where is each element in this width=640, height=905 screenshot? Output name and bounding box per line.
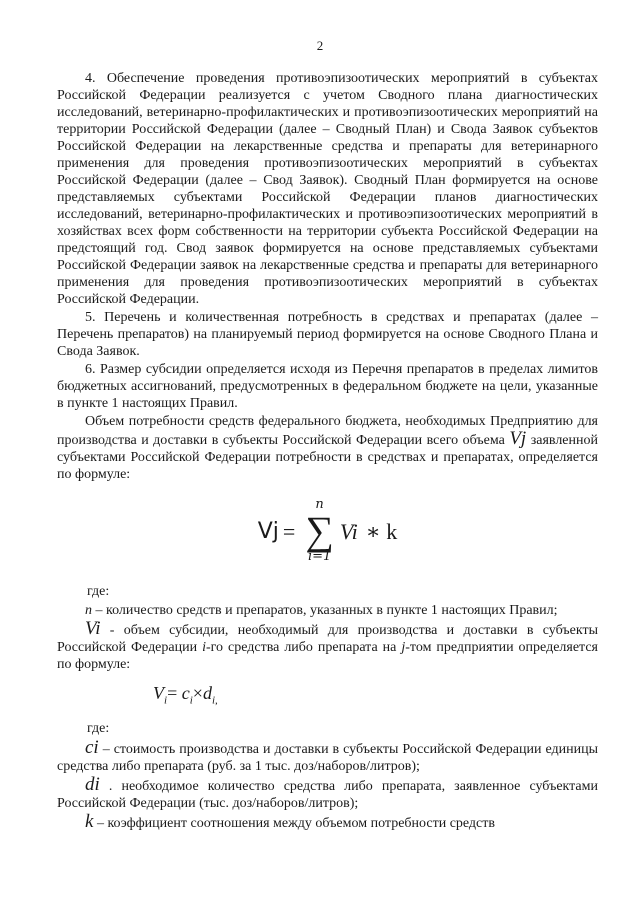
symbol-d: di (85, 773, 100, 795)
definition-n (57, 602, 598, 619)
definition-vi-text-a: - объем субсидии, необходимый для производства и доставки в субъекты Российской Федерации (57, 623, 598, 655)
where-label-1: где: (87, 584, 110, 599)
paragraph-volume-text-a: Объем потребности средств федерального бюджета, необходимых Предприятию для производства и доставки в субъекты Российской Федерации всего объема (57, 414, 598, 448)
formula-equals: = (282, 518, 296, 544)
symbol-vi: Vi (85, 618, 101, 639)
definition-vi-text-c: -том предприятии определяется по формуле: (57, 640, 598, 672)
symbol-c: ci (85, 736, 99, 758)
where-label-2: где: (87, 720, 110, 736)
definition-vi (57, 620, 598, 673)
definition-c (57, 736, 598, 775)
page-number: 2 (316, 38, 324, 53)
vi-formula-eq: = (167, 683, 178, 703)
symbol-vj: Vj (509, 428, 527, 449)
sum-operator (305, 498, 334, 564)
paragraph-5: 5. Перечень и количественная потребность в средствах и препаратах (далее – Перечень препаратов) на планируемый период формируется на основе Сводного Плана и Свода Заявок. (57, 310, 598, 359)
main-formula (57, 489, 598, 573)
formula-lhs: Vj (257, 518, 279, 544)
paragraph-volume-text-b: заявленной субъектами Российской Федерации потребности в средствах и препаратах, определяется по формуле: (57, 433, 598, 482)
vi-formula-lhs: V (153, 683, 164, 703)
symbol-j: j (401, 640, 406, 655)
definition-k-text: – коэффициент соотношения между объемом потребности средств (93, 815, 496, 831)
paragraph-6: 6. Размер субсидии определяется исходя из Перечня препаратов в пределах лимитов бюджетных ассигнований, предусмотренных в федеральном бюджете на цели, указанные в пункте 1 настоящих Правил. (57, 362, 598, 411)
vi-formula-d-sub: i, (211, 694, 218, 707)
definition-vi-text-b: -го средства либо препарата на (205, 640, 402, 655)
vi-formula-lhs-sub: i (164, 694, 168, 707)
sum-lower-limit: i=1 (307, 549, 332, 564)
vi-formula-c-sub: i (189, 694, 193, 707)
symbol-i: i (202, 640, 206, 655)
definition-k (57, 810, 598, 832)
document-body (57, 70, 598, 833)
definition-n-text: – количество средств и препаратов, указанных в пункте 1 настоящих Правил; (92, 603, 558, 618)
paragraph-volume (57, 413, 598, 483)
symbol-k: k (85, 810, 94, 832)
formula-term: Vi (339, 518, 358, 544)
vi-formula-c: c (181, 683, 190, 703)
formula-op: ∗ k (365, 518, 398, 544)
symbol-n: n (85, 603, 92, 618)
vi-formula (153, 685, 598, 710)
definition-c-text: – стоимость производства и доставки в субъекты Российской Федерации единицы средства либо препарата (руб. за 1 тыс. доз/наборов/литров); (57, 741, 598, 774)
sigma-symbol: ∑ (305, 508, 334, 553)
definition-d-text: . необходимое количество средства либо препарата, заявленное субъектами Российской Федерации (тыс. доз/наборов/литров); (57, 778, 598, 811)
paragraph-4: 4. Обеспечение проведения противоэпизоотических мероприятий в субъектах Российской Федерации реализуется с учетом Сводного плана диагностических исследований, ветеринарно-профилактических и противоэпизоотических мероприятий на территории Российской Федерации (далее – Сводный План) и Свода Заявок субъектов Российской Федерации на лекарственные средства и препараты для ветеринарного применения для проведения противоэпизоотических мероприятий в субъектах Российской Федерации (далее – Свод Заявок). Сводный План формируется на основе представляемых субъектами Российской Федерации планов диагностических исследований, ветеринарно-профилактических и противоэпизоотических мероприятий в хозяйствах всех форм собственности на территории субъекта Российской Федерации на предстоящий год. Свод заявок формируется на основе представляемых субъектами Российской Федерации заявок на лекарственные средства и препараты для ветеринарного применения для проведения противоэпизоотических мероприятий в субъектах Российской Федерации. (57, 71, 598, 307)
definition-d (57, 773, 598, 812)
vi-formula-d: d (202, 683, 212, 703)
sum-upper-limit: n (315, 497, 324, 512)
vi-formula-times: × (192, 683, 203, 703)
